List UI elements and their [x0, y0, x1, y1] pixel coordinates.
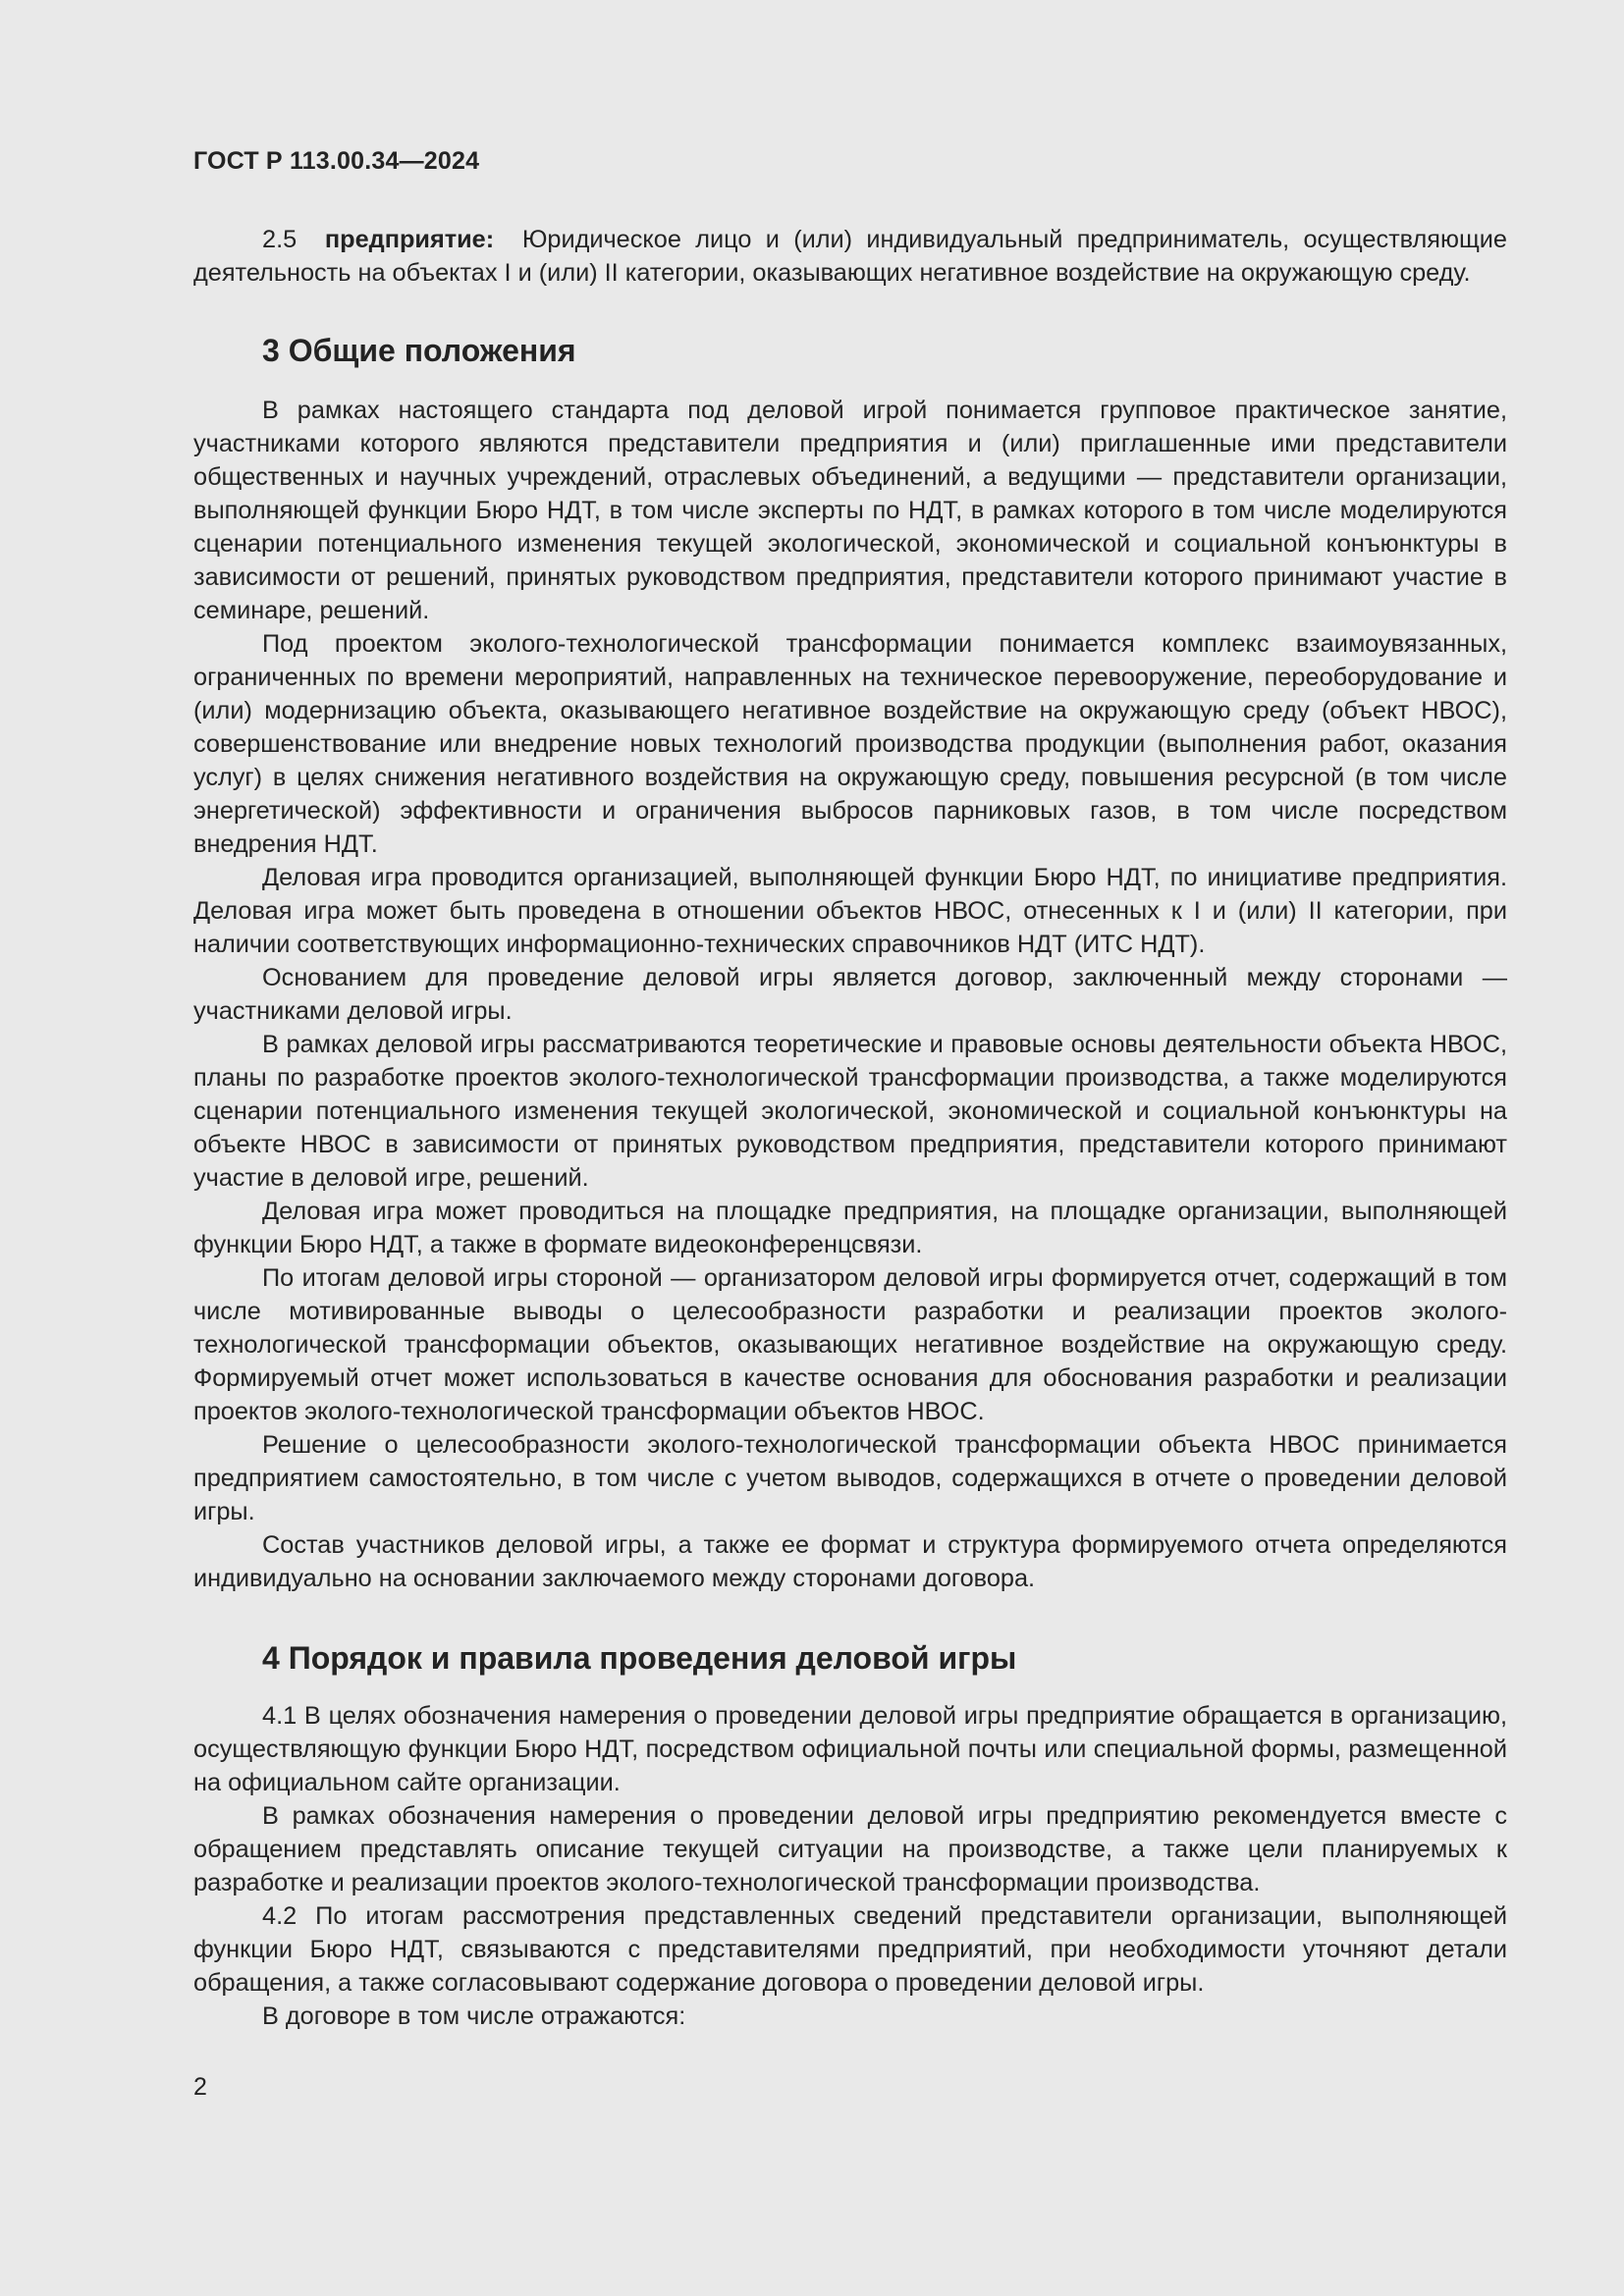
section-3-paragraph: По итогам деловой игры стороной — организатором деловой игры формируется отчет, содержащий в том числе мотивированные выводы о целесообразности разработки и реализации проектов эколого-технологической трансформации объектов, оказывающих негативное воздействие на окружающую среду. Формируемый отчет может использоваться в качестве основания для обоснования разработки и реализации проектов эколого-технологической трансформации объектов НВОС.: [193, 1264, 1507, 1425]
section-4-paragraph: В рамках обозначения намерения о проведении деловой игры предприятию рекомендуется вместе с обращением представлять описание текущей ситуации на производстве, а также цели планируемых к разработке и реализации проектов эколого-технологической трансформации производства.: [193, 1802, 1507, 1896]
term-definition: Юридическое лицо и (или) индивидуальный предприниматель, осуществляющие деятельность на объектах I и (или) II категории, оказывающих негативное воздействие на окружающую среду.: [193, 226, 1507, 287]
section-4-paragraph: В договоре в том числе отражаются:: [262, 2002, 686, 2030]
section-3-paragraph: Под проектом эколого-технологической трансформации понимается комплекс взаимоувязанных, ограниченных по времени мероприятий, направленных на техническое перевооружение, переоборудование и (или) модернизацию объекта, оказывающего негативное воздействие на окружающую среду (объект НВОС), совершенствование или внедрение новых технологий производства продукции (выполнения работ, оказания услуг) в целях снижения негативного воздействия на окружающую среду, повышения ресурсной (в том числе энергетической) эффективности и ограничения выбросов парниковых газов, в том числе посредством внедрения НДТ.: [193, 630, 1507, 858]
clause-number: 2.5: [262, 226, 298, 253]
document-body: [193, 223, 1507, 2033]
clause-2-5: [193, 223, 1507, 290]
section-3-paragraph: Деловая игра проводится организацией, выполняющей функции Бюро НДТ, по инициативе предприятия. Деловая игра может быть проведена в отношении объектов НВОС, отнесенных к I и (или) II категории, при наличии соответствующих информационно-технических справочников НДТ (ИТС НДТ).: [193, 864, 1507, 958]
section-3-paragraph: В рамках деловой игры рассматриваются теоретические и правовые основы деятельности объекта НВОС, планы по разработке проектов эколого-технологической трансформации производства, а также моделируются сценарии потенциального изменения текущей экологической, экономической и социальной конъюнктуры на объекте НВОС в зависимости от принятых руководством предприятия, представители которого принимают участие в деловой игре, решений.: [193, 1031, 1507, 1192]
section-3-paragraph: Основанием для проведение деловой игры является договор, заключенный между сторонами — участниками деловой игры.: [193, 964, 1507, 1025]
defined-term: предприятие:: [324, 226, 495, 253]
section-3-paragraph: Решение о целесообразности эколого-технологической трансформации объекта НВОС принимается предприятием самостоятельно, в том числе с учетом выводов, содержащихся в отчете о проведении деловой игры.: [193, 1431, 1507, 1525]
section-3-paragraph: Деловая игра может проводиться на площадке предприятия, на площадке организации, выполняющей функции Бюро НДТ, а также в формате видеоконференцсвязи.: [193, 1198, 1507, 1258]
section-3-heading: 3 Общие положения: [262, 333, 576, 368]
section-4-paragraph: 4.1 В целях обозначения намерения о проведении деловой игры предприятие обращается в организацию, осуществляющую функции Бюро НДТ, посредством официальной почты или специальной формы, размещенной на официальном сайте организации.: [193, 1702, 1507, 1796]
section-3-paragraph: Состав участников деловой игры, а также ее формат и структура формируемого отчета определяются индивидуально на основании заключаемого между сторонами договора.: [193, 1531, 1507, 1592]
page-number: 2: [193, 2073, 207, 2101]
section-4-paragraph: 4.2 По итогам рассмотрения представленных сведений представители организации, выполняющей функции Бюро НДТ, связываются с представителями предприятий, при необходимости уточняют детали обращения, а также согласовывают содержание договора о проведении деловой игры.: [193, 1902, 1507, 1997]
document-code-header: ГОСТ Р 113.00.34—2024: [193, 147, 480, 175]
section-3-paragraph: В рамках настоящего стандарта под деловой игрой понимается групповое практическое занятие, участниками которого являются представители предприятия и (или) приглашенные ими представители общественных и научных учреждений, отраслевых объединений, а ведущими — представители организации, выполняющей функции Бюро НДТ, в том числе эксперты по НДТ, в рамках которого в том числе моделируются сценарии потенциального изменения текущей экологической, экономической и социальной конъюнктуры в зависимости от решений, принятых руководством предприятия, представители которого принимают участие в семинаре, решений.: [193, 397, 1507, 624]
section-4-heading: 4 Порядок и правила проведения деловой игры: [262, 1640, 1017, 1676]
